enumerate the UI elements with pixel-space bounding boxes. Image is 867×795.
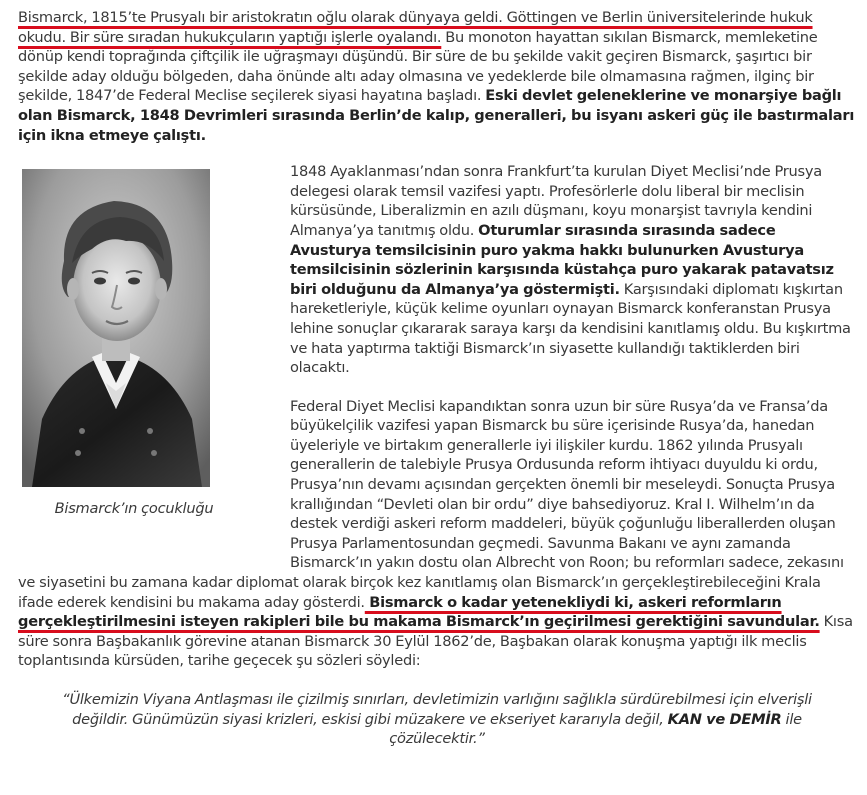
figure-caption: Bismarck’ın çocukluğu: [54, 500, 214, 518]
quote-block: [18, 690, 856, 749]
paragraph-1-bold: Eski devlet geleneklerine ve monarşiye bağlı olan Bismarck, 1848 Devrimleri sırasında Berlin’de kalıp, generalleri, bu isyanı askeri güç ile bastırmaları için ikna etmeye çalıştı.: [18, 87, 855, 144]
paragraph-3-text-1: Federal Diyet Meclisi kapandıktan sonra uzun bir süre Rusya’da ve Fransa’da büyükelçilik vazifesi yapan Bismarck bu süre içerisinde Rusya’da, hanedan üyeleriyle ve birtakım generallerle iyi ilişkiler kurdu. 1862 yılında Prusyalı generallerin de talebiyle Prusya Ordusunda reform ihtiyacı duyuldu ki ordu, Prusya’nın devamı açısından gerçekten önemli bir meseleydi. Sonuçta Prusya krallığından “Devleti olan bir ordu” diye bahsediyoruz. Kral I. Wilhelm’ın da destek verdiği askeri reform maddeleri, büyük çoğunluğu liberallerden oluşan Prusya Parlamentosundan geçmedi. Savunma Bakanı ve aynı zamanda Bismarck’ın yakın dostu olan Albrecht von Roon; bu reformları sadece, zekasını ve siyasetini bu zamana kadar diplomat olarak birçok kez kanıtlamış olan Bismarck’ın gerçekleştirebileceğini Krala ifade ederek kendisini bu makama aday gösterdi.: [18, 397, 844, 611]
article-body: [18, 8, 856, 749]
quote-ve: ve: [701, 710, 730, 728]
bismarck-portrait-image: [22, 169, 210, 487]
quote-demir: DEMİR: [729, 710, 782, 728]
childhood-figure: [18, 169, 274, 553]
underlined-bold-sentence: Bismarck o kadar yetenekliydi ki, askeri reformların gerçekleştirilmesini isteyen rakipleri bile bu makama Bismarck’ın geçirilmesi gerektiğini savundular.: [18, 593, 820, 631]
paragraph-2-bold: Oturumlar sırasında sırasında sadece Avusturya temsilcisinin puro yakma hakkı bulunurken Avusturya temsilcisinin sözlerinin karşısında küstahça puro yakarak patavatsız biri olduğunu da Almanya’ya göstermişti.: [290, 221, 834, 298]
underlined-sentence-1: Bismarck, 1815’te Prusyalı bir aristokratın oğlu olarak dünyaya geldi. Göttingen ve Berlin üniversitelerinde hukuk okudu. Bir süre sıradan hukukçuların yaptığı işlerle oyalandı.: [18, 9, 813, 46]
quote-text-after: ile çözülecektir.”: [389, 710, 802, 748]
paragraph-1-text: Bu monoton hayattan sıkılan Bismarck, memleketine dönüp kendi toprağında çiftçilik ile uğraşmayı düşündü. Bir süre de bu şekilde vakit geçiren Bismarck, şaşırtıcı bir şekilde aday olduğu bölgeden, daha önünde altı aday olmasına ve yedeklerde bile olmamasına rağmen, ilginç bir şekilde, 1847’de Federal Meclise seçilerek siyasi hayatına başladı.: [18, 28, 818, 105]
quote-text-before: “Ülkemizin Viyana Antlaşması ile çizilmiş sınırları, devletimizin varlığını sağlıkla sürdürebilmesi için elverişli değildir. Günümüzün siyasi krizleri, eskisi gibi müzakere ve ekseriyet kararıyla değil,: [62, 691, 812, 728]
paragraph-1: [18, 8, 856, 145]
paragraph-2-text-1: 1848 Ayaklanması’ndan sonra Frankfurt’ta kurulan Diyet Meclisi’nde Prusya delegesi olarak temsil vazifesi yaptı. Profesörlerle dolu liberal bir meclisin kürsüsünde, Liberalizmin en azılı düşmanı, koyu monarşist tavrıyla kendini Almanya’ya tanıtmış oldu.: [290, 163, 822, 239]
paragraph-3-text-2: Kısa süre sonra Başbakanlık görevine atanan Bismarck 30 Eylül 1862’de, Başbakan olarak konuşma yaptığı ilk meclis toplantısında kürsüden, tarihe geçecek şu sözleri söyledi:: [18, 613, 853, 670]
paragraph-2-text-2: Karşısındaki diplomatı kışkırtan hareketleriyle, küçük kelime oyunları oynayan Bismarck konferanstan Prusya lehine sonuçlar çıkararak saraya karşı da kendisini kanıtlamış oldu. Bu kışkırtma ve hata yaptırma taktiği Bismarck’ın siyasette kullandığı taktiklerden biri olacaktı.: [290, 280, 851, 377]
quote-kan: KAN: [667, 710, 702, 728]
